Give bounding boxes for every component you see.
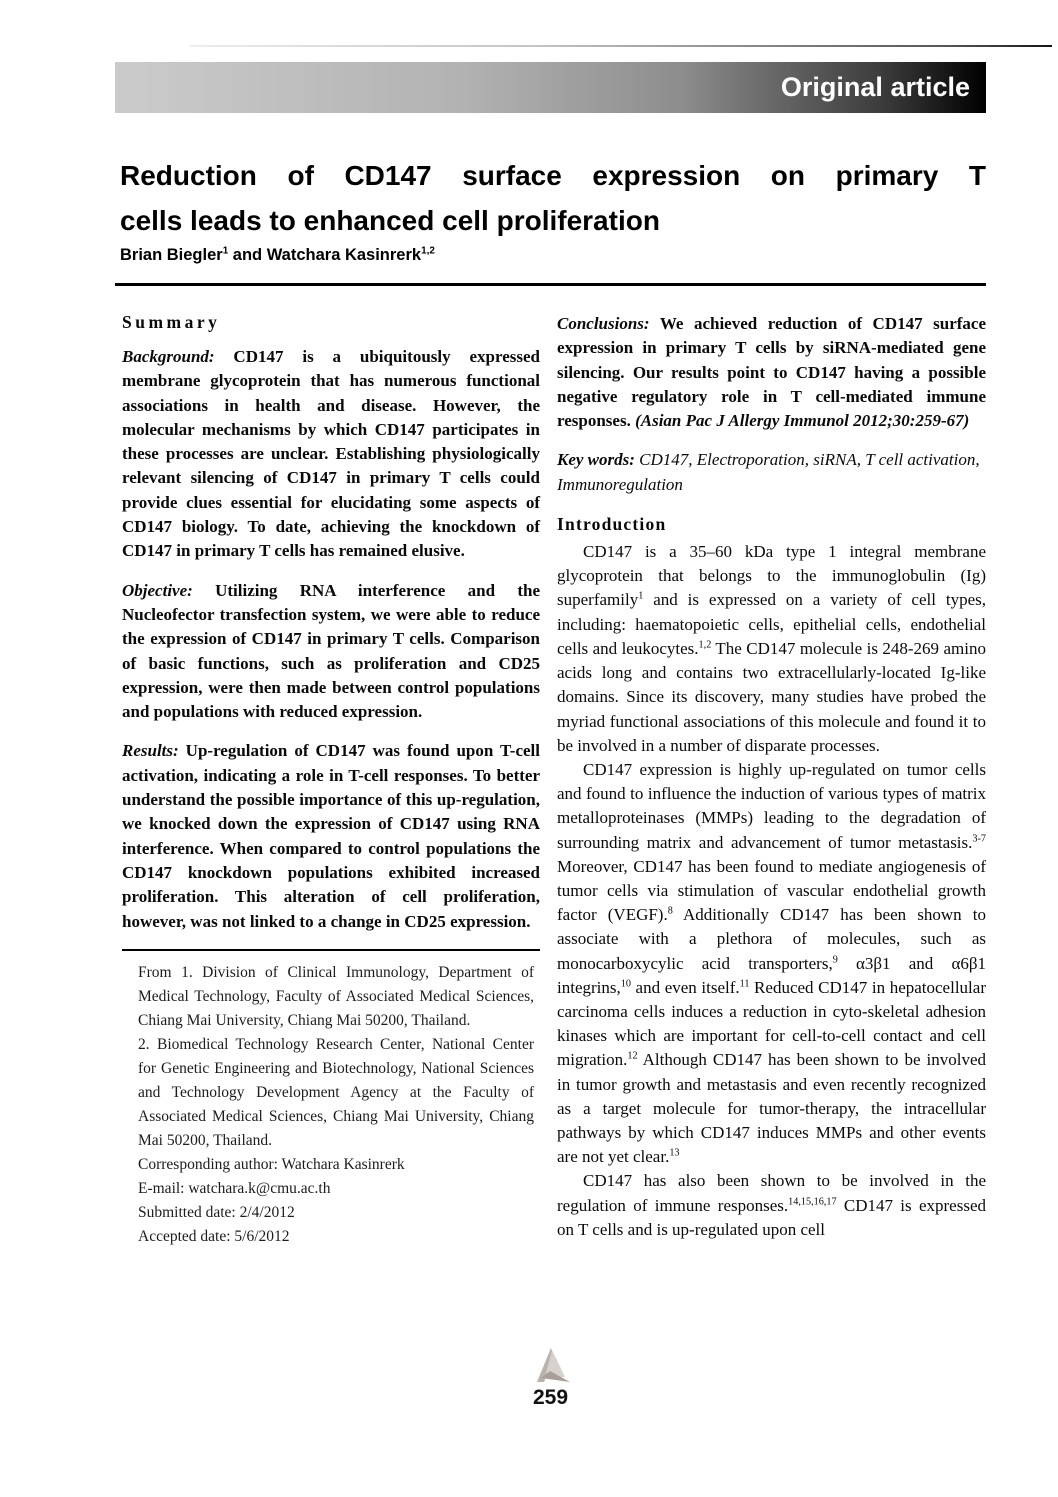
footnote-rule (122, 949, 540, 951)
right-column (557, 312, 986, 1242)
footnote-affiliation-2: 2. Biomedical Technology Research Center, National Center for Genetic Engineering and Biotechnology, National Sciences and Technology Development Agency at the Faculty of Associated Medical Sciences, Chiang Mai University, Chiang Mai 50200, Thailand. (138, 1035, 534, 1149)
summary-paragraph-results: Results: Up-regulation of CD147 was found upon T-cell activation, indicating a role in T-cell responses. To better understand the possible importance of this up-regulation, we knocked down the expression of CD147 using RNA interference. When compared to control populations the CD147 knockdown populations exhibited increased proliferation. This alteration of cell proliferation, however, was not linked to a change in CD25 expression. (122, 741, 540, 931)
article-title-line-1: Reduction of CD147 surface expression on primary T (120, 160, 986, 191)
article-title (120, 153, 986, 243)
summary-paragraph-background: Background: CD147 is a ubiquitously expressed membrane glycoprotein that has numerous functional associations in health and disease. However, the molecular mechanisms by which CD147 participates in these processes are unclear. Establishing physiologically relevant silencing of CD147 in primary T cells could provide clues essential for elucidating some aspects of CD147 biology. To date, achieving the knockdown of CD147 in primary T cells has remained elusive. (122, 347, 540, 561)
article-title-line-2: cells leads to enhanced cell proliferation (120, 205, 660, 236)
introduction-heading: Introduction (557, 514, 667, 535)
footnote-corresponding-author: Corresponding author: Watchara Kasinrerk (138, 1155, 405, 1173)
title-rule (115, 283, 986, 286)
keywords-paragraph: Key words: CD147, Electroporation, siRNA, T cell activation, Immunoregulation (557, 450, 980, 494)
left-column (122, 312, 540, 1249)
footnote-submitted-date: Submitted date: 2/4/2012 (138, 1203, 295, 1221)
summary-paragraph-objective: Objective: Utilizing RNA interference and the Nucleofector transfection system, we were able to reduce the expression of CD147 in primary T cells. Comparison of basic functions, such as proliferation and CD25 expression, were then made between control populations and populations with reduced expression. (122, 580, 540, 722)
introduction-paragraph-3: CD147 has also been shown to be involved in the regulation of immune responses.$^{14,15,16,17}$ CD147 is expressed on T cells and is up-regulated upon cell (557, 1171, 986, 1239)
footnote-accepted-date: Accepted date: 5/6/2012 (138, 1227, 290, 1245)
conclusions-paragraph: Conclusions: We achieved reduction of CD147 surface expression in primary T cells by siRNA-mediated gene silencing. Our results point to CD147 having a possible negative regulatory role in T cell-mediated immune responses. (Asian Pac J Allergy Immunol 2012;30:259-67) (557, 314, 986, 431)
authors-line: Brian Biegler$^1$ and Watchara Kasinrerk$^{1,2}$ (120, 245, 435, 264)
top-rule (190, 45, 1052, 47)
footnotes-block (138, 961, 534, 1249)
summary-heading: Summary (122, 312, 221, 332)
footnote-affiliation-1: From 1. Division of Clinical Immunology, Department of Medical Technology, Faculty of Associated Medical Sciences, Chiang Mai University, Chiang Mai 50200, Thailand. (138, 963, 534, 1029)
introduction-paragraph-2: CD147 expression is highly up-regulated on tumor cells and found to influence the induction of various types of matrix metalloproteinases (MMPs) leading to the degradation of surrounding matrix and advancement of tumor metastasis.$^{3-7}$ Moreover, CD147 has been found to mediate angiogenesis of tumor cells via stimulation of vascular endothelial growth factor (VEGF).$^8$ Additionally CD147 has been shown to associate with a plethora of molecules, such as monocarboxycylic acid transporters,$^9$ α3β1 and α6β1 integrins,$^{10}$ and even itself.$^{11}$ Reduced CD147 in hepatocellular carcinoma cells induces a reduction in cyto-skeletal adhesion kinases which are important for cell-to-cell contact and cell migration.$^{12}$ Although CD147 has been shown to be involved in tumor growth and metastasis and even recently recognized as a target molecule for tumor-therapy, the intracellular pathways by which CD147 induces MMPs and other events are not yet clear.$^{13}$ (557, 759, 986, 1167)
journal-logo-icon (528, 1347, 574, 1385)
page-number: 259 (532, 1386, 569, 1409)
page-footer (115, 1347, 986, 1410)
article-type-label: Original article (780, 72, 970, 102)
footnote-email: E-mail: watchara.k@cmu.ac.th (138, 1179, 331, 1197)
introduction-paragraph-1: CD147 is a 35–60 kDa type 1 integral membrane glycoprotein that belongs to the immunoglobulin (Ig) superfamily$^1$ and is expressed on a variety of cell types, including: haematopoietic cells, epithelial cells, endothelial cells and leukocytes.$^{1,2}$ The CD147 molecule is 248-269 amino acids long and contains two extracellularly-located Ig-like domains. Since its discovery, many studies have probed the myriad functional associations of this molecule and found it to be involved in a number of disparate processes. (557, 542, 986, 755)
article-type-banner (115, 62, 986, 113)
